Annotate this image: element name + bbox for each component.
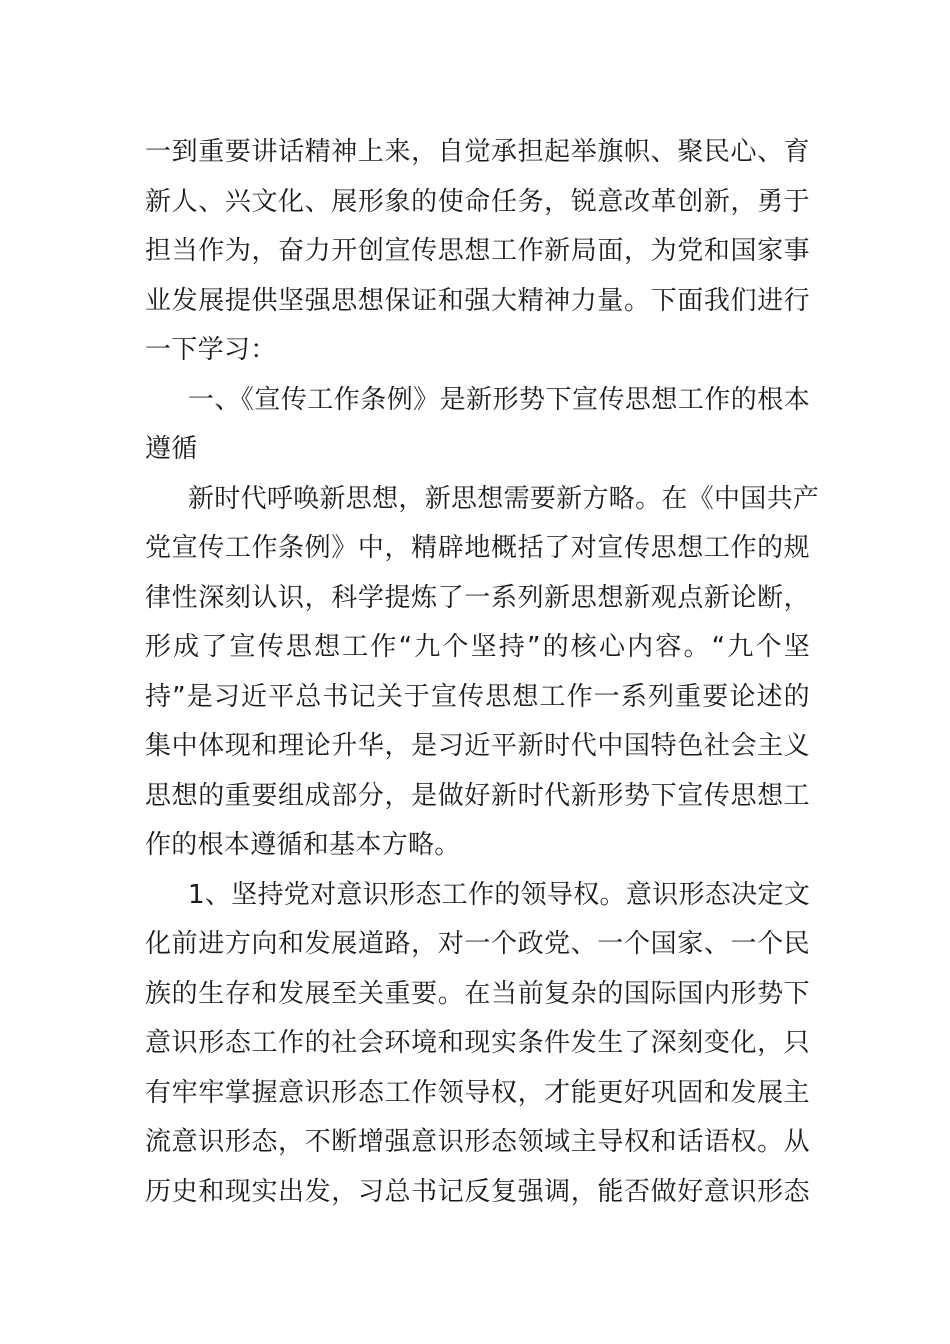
text-line: 一到重要讲话精神上来，自觉承担起举旗帜、聚民心、育 [145, 137, 810, 167]
text-line: 作的根本遵循和基本方略。 [145, 830, 461, 860]
text-line: 有牢牢掌握意识形态工作领导权，才能更好巩固和发展主 [145, 1077, 810, 1108]
text-line: 律性深刻认识，科学提炼了一系列新思想新观点新论断， [145, 582, 810, 613]
text-line: 一下学习： [145, 335, 277, 365]
section-heading-continued: 遵循 [145, 434, 198, 464]
text-line: 流意识形态，不断增强意识形态领域主导权和话语权。从 [145, 1127, 810, 1157]
text-line: 化前进方向和发展道路，对一个政党、一个国家、一个民 [145, 929, 810, 959]
text-line: 意识形态工作的社会环境和现实条件发生了深刻变化，只 [145, 1028, 810, 1058]
text-line: 持”是习近平总书记关于宣传思想工作一系列重要论述的 [145, 681, 810, 712]
text-line: 党宣传工作条例》中，精辟地概括了对宣传思想工作的规 [145, 533, 810, 563]
section-heading: 一、《宣传工作条例》是新形势下宣传思想工作的根本 [188, 384, 810, 415]
text-line: 集中体现和理论升华，是习近平新时代中国特色社会主义 [145, 731, 810, 761]
text-line: 新时代呼唤新思想，新思想需要新方略。在《中国共产 [188, 483, 820, 514]
text-line: 业发展提供坚强思想保证和强大精神力量。下面我们进行 [145, 285, 810, 316]
text-line: 形成了宣传思想工作“九个坚持”的核心内容。“九个坚 [145, 632, 810, 662]
text-line: 担当作为，奋力开创宣传思想工作新局面，为党和国家事 [145, 236, 810, 266]
numbered-item-line: 1、坚持党对意识形态工作的领导权。意识形态决定文 [188, 879, 810, 910]
text-line: 族的生存和发展至关重要。在当前复杂的国际国内形势下 [145, 978, 810, 1009]
text-line: 思想的重要组成部分，是做好新时代新形势下宣传思想工 [145, 780, 810, 811]
document-body [145, 128, 820, 1217]
text-line: 历史和现实出发，习总书记反复强调，能否做好意识形态 [145, 1176, 810, 1207]
text-line: 新人、兴文化、展形象的使命任务，锐意改革创新，勇于 [145, 186, 810, 217]
